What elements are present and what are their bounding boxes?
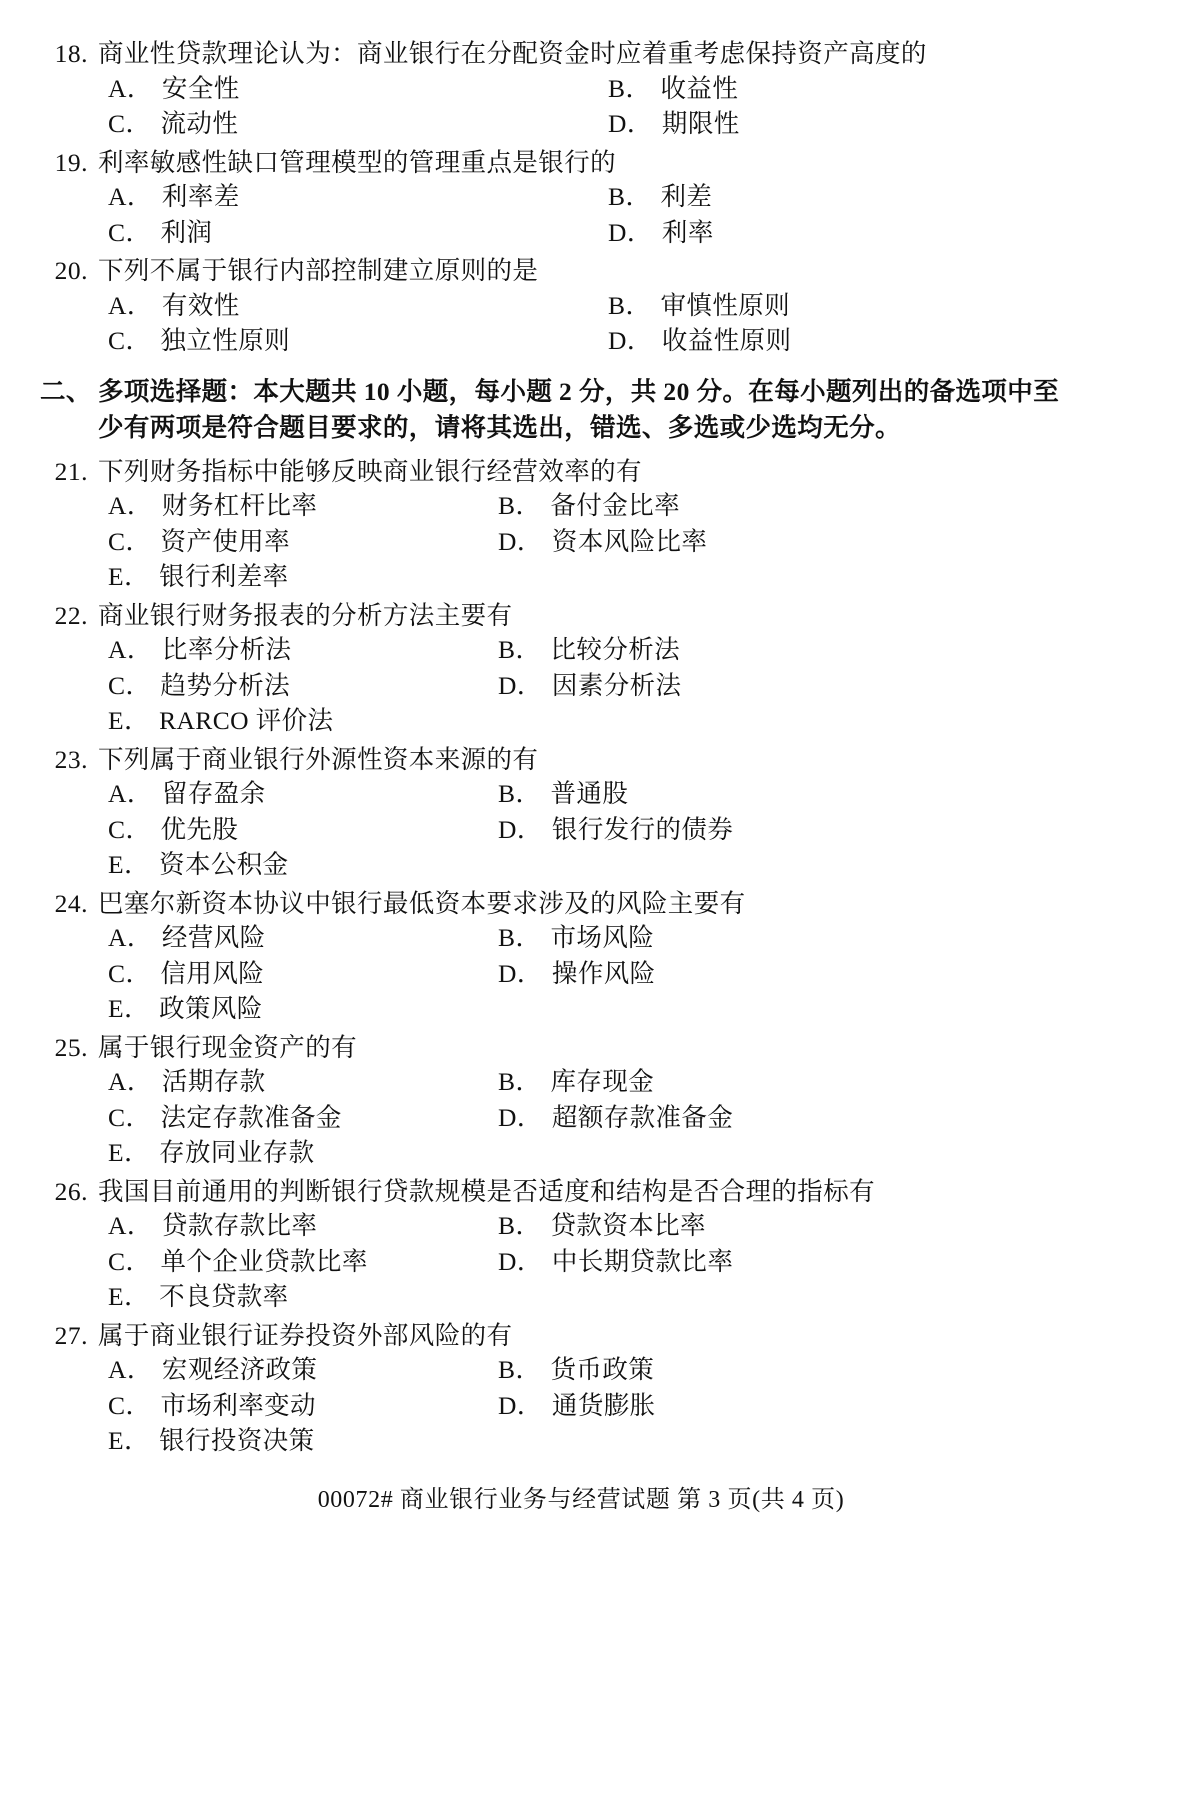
option-label: 信用风险: [160, 958, 265, 988]
option-label: 市场风险: [550, 923, 655, 953]
question-text: 商业性贷款理论认为：商业银行在分配资金时应着重考虑保持资产高度的: [98, 39, 927, 68]
option-label: 宏观经济政策: [161, 1355, 318, 1385]
option-c[interactable]: [108, 958, 498, 988]
question-19: [40, 147, 1122, 247]
question-text: 商业银行财务报表的分析方法主要有: [98, 600, 513, 630]
option-label: 资本风险比率: [551, 526, 708, 556]
question-number: 19.: [54, 147, 88, 177]
option-key: C．: [108, 1246, 152, 1276]
option-label: 利率: [661, 217, 714, 247]
option-key: A．: [108, 73, 153, 103]
option-key: D．: [498, 526, 543, 556]
question-stem: [40, 744, 1122, 774]
section-line-2: 少有两项是符合题目要求的，请将其选出，错选、多选或少选均无分。: [98, 412, 901, 442]
option-key: E．: [108, 706, 151, 736]
option-label: 流动性: [160, 109, 239, 138]
option-label: 优先股: [160, 814, 239, 844]
option-label: 有效性: [161, 290, 240, 320]
option-b[interactable]: [498, 925, 1122, 951]
option-d[interactable]: [498, 1102, 1122, 1132]
option-key: D．: [608, 326, 653, 355]
option-row: [108, 1140, 1122, 1166]
option-row: [108, 852, 1122, 878]
option-row: [108, 217, 1122, 247]
options-list: [108, 637, 1122, 734]
option-key: E．: [108, 850, 151, 880]
option-d[interactable]: [498, 958, 1122, 988]
option-a[interactable]: [108, 73, 608, 103]
option-key: E．: [108, 1282, 151, 1312]
option-key: A．: [108, 1067, 153, 1097]
section-description: [98, 374, 1122, 446]
option-e[interactable]: [108, 996, 498, 1022]
question-25: [40, 1032, 1122, 1168]
option-row: [108, 1213, 1122, 1239]
option-label: 普通股: [550, 779, 629, 809]
option-label: 安全性: [161, 73, 240, 103]
question-stem: [40, 1032, 1122, 1062]
question-20: [40, 258, 1122, 354]
question-21: [40, 456, 1122, 592]
option-key: B．: [498, 779, 542, 809]
option-row: [108, 925, 1122, 951]
question-27: [40, 1320, 1122, 1456]
option-label: 银行发行的债券: [551, 814, 734, 844]
option-row: [108, 781, 1122, 807]
option-key: D．: [498, 670, 543, 700]
option-c[interactable]: [108, 814, 498, 844]
option-b[interactable]: [608, 184, 1122, 210]
option-label: 贷款资本比率: [550, 1211, 706, 1241]
options-list: [108, 1213, 1122, 1310]
question-number: 27.: [54, 1320, 88, 1350]
option-a[interactable]: [108, 1069, 498, 1095]
option-label: 超额存款准备金: [551, 1102, 734, 1132]
option-key: B．: [498, 1355, 542, 1385]
option-e[interactable]: [108, 564, 498, 590]
question-stem: [40, 600, 1122, 630]
options-list: [108, 781, 1122, 878]
section-label: 二、: [40, 376, 92, 406]
question-stem: [40, 41, 1122, 67]
option-label: 操作风险: [551, 958, 656, 988]
option-label: 经营风险: [161, 923, 266, 953]
question-stem: [40, 147, 1122, 177]
option-key: C．: [108, 814, 152, 844]
option-key: B．: [498, 635, 542, 665]
options-list: [108, 184, 1122, 245]
option-label: 利差: [660, 182, 713, 211]
option-b[interactable]: [608, 290, 1122, 320]
option-key: D．: [608, 217, 653, 247]
option-a[interactable]: [108, 493, 498, 519]
option-c[interactable]: [108, 1390, 498, 1420]
option-key: D．: [498, 1246, 543, 1276]
option-key: A．: [108, 779, 153, 809]
option-a[interactable]: [108, 781, 498, 807]
option-row: [108, 184, 1122, 210]
option-a[interactable]: [108, 925, 498, 951]
option-label: 单个企业贷款比率: [160, 1246, 368, 1276]
exam-content: [40, 41, 1122, 1538]
option-d[interactable]: [608, 328, 1122, 354]
option-label: 不良贷款率: [159, 1282, 289, 1312]
option-key: C．: [108, 670, 152, 700]
option-b[interactable]: [498, 781, 1122, 807]
option-row: [108, 637, 1122, 663]
question-stem: [40, 888, 1122, 918]
option-row: [108, 290, 1122, 320]
option-key: E．: [108, 562, 151, 592]
question-24: [40, 888, 1122, 1024]
option-key: A．: [108, 1211, 153, 1241]
option-e[interactable]: [108, 852, 498, 878]
option-d[interactable]: [498, 1246, 1122, 1276]
option-label: 资产使用率: [160, 526, 291, 556]
option-label: 市场利率变动: [160, 1390, 316, 1420]
question-text: 巴塞尔新资本协议中银行最低资本要求涉及的风险主要有: [98, 888, 746, 918]
option-b[interactable]: [498, 637, 1122, 663]
option-key: A．: [108, 491, 153, 521]
option-label: 利率差: [161, 182, 240, 211]
question-number: 23.: [54, 744, 88, 774]
option-key: B．: [498, 1211, 542, 1241]
option-c[interactable]: [108, 217, 608, 247]
option-row: [108, 1069, 1122, 1095]
question-26: [40, 1176, 1122, 1312]
option-c[interactable]: [108, 1246, 498, 1276]
option-key: B．: [608, 73, 652, 103]
section-heading-two: [40, 374, 1122, 446]
option-label: 贷款存款比率: [161, 1211, 318, 1241]
option-label: 备付金比率: [550, 491, 681, 521]
page-footer: 00072# 商业银行业务与经营试题 第 3 页(共 4 页): [317, 1486, 845, 1513]
option-label: 因素分析法: [551, 670, 682, 700]
option-row: [108, 670, 1122, 700]
question-text: 利率敏感性缺口管理模型的管理重点是银行的: [98, 147, 617, 177]
question-stem: [40, 1320, 1122, 1350]
question-number: 26.: [54, 1176, 88, 1206]
option-row: [108, 73, 1122, 103]
option-key: E．: [108, 994, 151, 1024]
option-label: 比较分析法: [550, 635, 681, 665]
option-key: C．: [108, 109, 152, 138]
option-key: D．: [498, 1390, 543, 1420]
option-key: D．: [498, 814, 543, 844]
options-list: [108, 290, 1122, 355]
option-key: D．: [498, 1102, 543, 1132]
question-number: 20.: [54, 256, 88, 285]
option-row: [108, 1284, 1122, 1310]
option-a[interactable]: [108, 637, 498, 663]
option-label: 留存盈余: [161, 779, 266, 809]
question-text: 下列财务指标中能够反映商业银行经营效率的有: [98, 456, 642, 486]
option-e[interactable]: [108, 708, 498, 734]
option-label: 中长期贷款比率: [551, 1246, 734, 1276]
question-stem: [40, 456, 1122, 486]
option-a[interactable]: [108, 1213, 498, 1239]
option-label: 通货膨胀: [551, 1390, 656, 1420]
option-key: B．: [498, 923, 542, 953]
option-key: A．: [108, 1355, 153, 1385]
option-key: C．: [108, 526, 152, 556]
option-row: [108, 1357, 1122, 1383]
option-label: 收益性原则: [661, 326, 792, 355]
question-text: 下列不属于银行内部控制建立原则的是: [98, 256, 539, 285]
section-line-1: 多项选择题：本大题共 10 小题，每小题 2 分，共 20 分。在每小题列出的备选项中至: [98, 376, 1060, 406]
option-c[interactable]: [108, 111, 608, 137]
option-row: [108, 814, 1122, 844]
option-key: D．: [498, 958, 543, 988]
option-label: 存放同业存款: [159, 1138, 315, 1168]
option-row: [108, 958, 1122, 988]
option-d[interactable]: [498, 814, 1122, 844]
option-a[interactable]: [108, 290, 608, 320]
option-key: C．: [108, 326, 152, 355]
option-b[interactable]: [608, 73, 1122, 103]
options-list: [108, 1069, 1122, 1166]
option-label: RARCO 评价法: [159, 706, 334, 736]
question-text: 下列属于商业银行外源性资本来源的有: [98, 744, 539, 774]
options-list: [108, 1357, 1122, 1454]
option-row: [108, 1102, 1122, 1132]
option-key: E．: [108, 1426, 151, 1456]
option-row: [108, 708, 1122, 734]
option-a[interactable]: [108, 1357, 498, 1383]
option-row: [108, 526, 1122, 556]
option-row: [108, 996, 1122, 1022]
question-text: 我国目前通用的判断银行贷款规模是否适度和结构是否合理的指标有: [98, 1176, 876, 1206]
option-c[interactable]: [108, 526, 498, 556]
option-label: 比率分析法: [161, 635, 292, 665]
question-22: [40, 600, 1122, 736]
question-number: 18.: [54, 39, 88, 68]
option-row: [108, 1428, 1122, 1454]
option-label: 审慎性原则: [660, 290, 791, 320]
option-key: C．: [108, 1102, 152, 1132]
option-d[interactable]: [608, 111, 1122, 137]
question-18: [40, 41, 1122, 137]
option-row: [108, 564, 1122, 590]
option-key: C．: [108, 1390, 152, 1420]
option-label: 法定存款准备金: [160, 1102, 342, 1132]
option-row: [108, 1390, 1122, 1420]
option-b[interactable]: [498, 1357, 1122, 1383]
question-text: 属于商业银行证券投资外部风险的有: [98, 1320, 513, 1350]
option-label: 银行投资决策: [159, 1426, 315, 1456]
option-d[interactable]: [498, 526, 1122, 556]
option-label: 财务杠杆比率: [161, 491, 318, 521]
option-label: 银行利差率: [159, 562, 289, 592]
question-23: [40, 744, 1122, 880]
option-row: [108, 493, 1122, 519]
question-stem: [40, 258, 1122, 284]
option-key: D．: [608, 109, 653, 138]
option-key: B．: [498, 1067, 542, 1097]
option-c[interactable]: [108, 328, 608, 354]
option-e[interactable]: [108, 1284, 498, 1310]
option-e[interactable]: [108, 1140, 498, 1166]
option-a[interactable]: [108, 184, 608, 210]
options-list: [108, 925, 1122, 1022]
option-e[interactable]: [108, 1428, 498, 1454]
option-label: 活期存款: [161, 1067, 266, 1097]
option-key: E．: [108, 1138, 151, 1168]
options-list: [108, 493, 1122, 590]
option-label: 资本公积金: [159, 850, 289, 880]
option-key: A．: [108, 923, 153, 953]
option-key: A．: [108, 290, 153, 320]
option-row: [108, 111, 1122, 137]
option-key: A．: [108, 182, 153, 211]
options-list: [108, 73, 1122, 138]
option-label: 利润: [160, 217, 213, 247]
option-c[interactable]: [108, 670, 498, 700]
option-label: 货币政策: [550, 1355, 655, 1385]
question-stem: [40, 1176, 1122, 1206]
question-number: 24.: [54, 888, 88, 918]
question-number: 21.: [54, 456, 88, 486]
option-b[interactable]: [498, 1069, 1122, 1095]
option-key: B．: [498, 491, 542, 521]
option-b[interactable]: [498, 493, 1122, 519]
option-key: C．: [108, 217, 152, 247]
option-label: 库存现金: [550, 1067, 655, 1097]
option-b[interactable]: [498, 1213, 1122, 1239]
option-label: 期限性: [661, 109, 740, 138]
option-key: C．: [108, 958, 152, 988]
option-label: 政策风险: [159, 994, 263, 1024]
option-row: [108, 1246, 1122, 1276]
question-number: 22.: [54, 600, 88, 630]
option-label: 趋势分析法: [160, 670, 291, 700]
option-row: [108, 328, 1122, 354]
option-key: B．: [608, 290, 652, 320]
question-text: 属于银行现金资产的有: [98, 1032, 358, 1062]
option-label: 收益性: [660, 73, 739, 103]
option-d[interactable]: [498, 670, 1122, 700]
option-key: B．: [608, 182, 652, 211]
question-number: 25.: [54, 1032, 88, 1062]
option-key: A．: [108, 635, 153, 665]
option-d[interactable]: [608, 217, 1122, 247]
option-c[interactable]: [108, 1102, 498, 1132]
option-d[interactable]: [498, 1390, 1122, 1420]
option-label: 独立性原则: [160, 326, 291, 355]
